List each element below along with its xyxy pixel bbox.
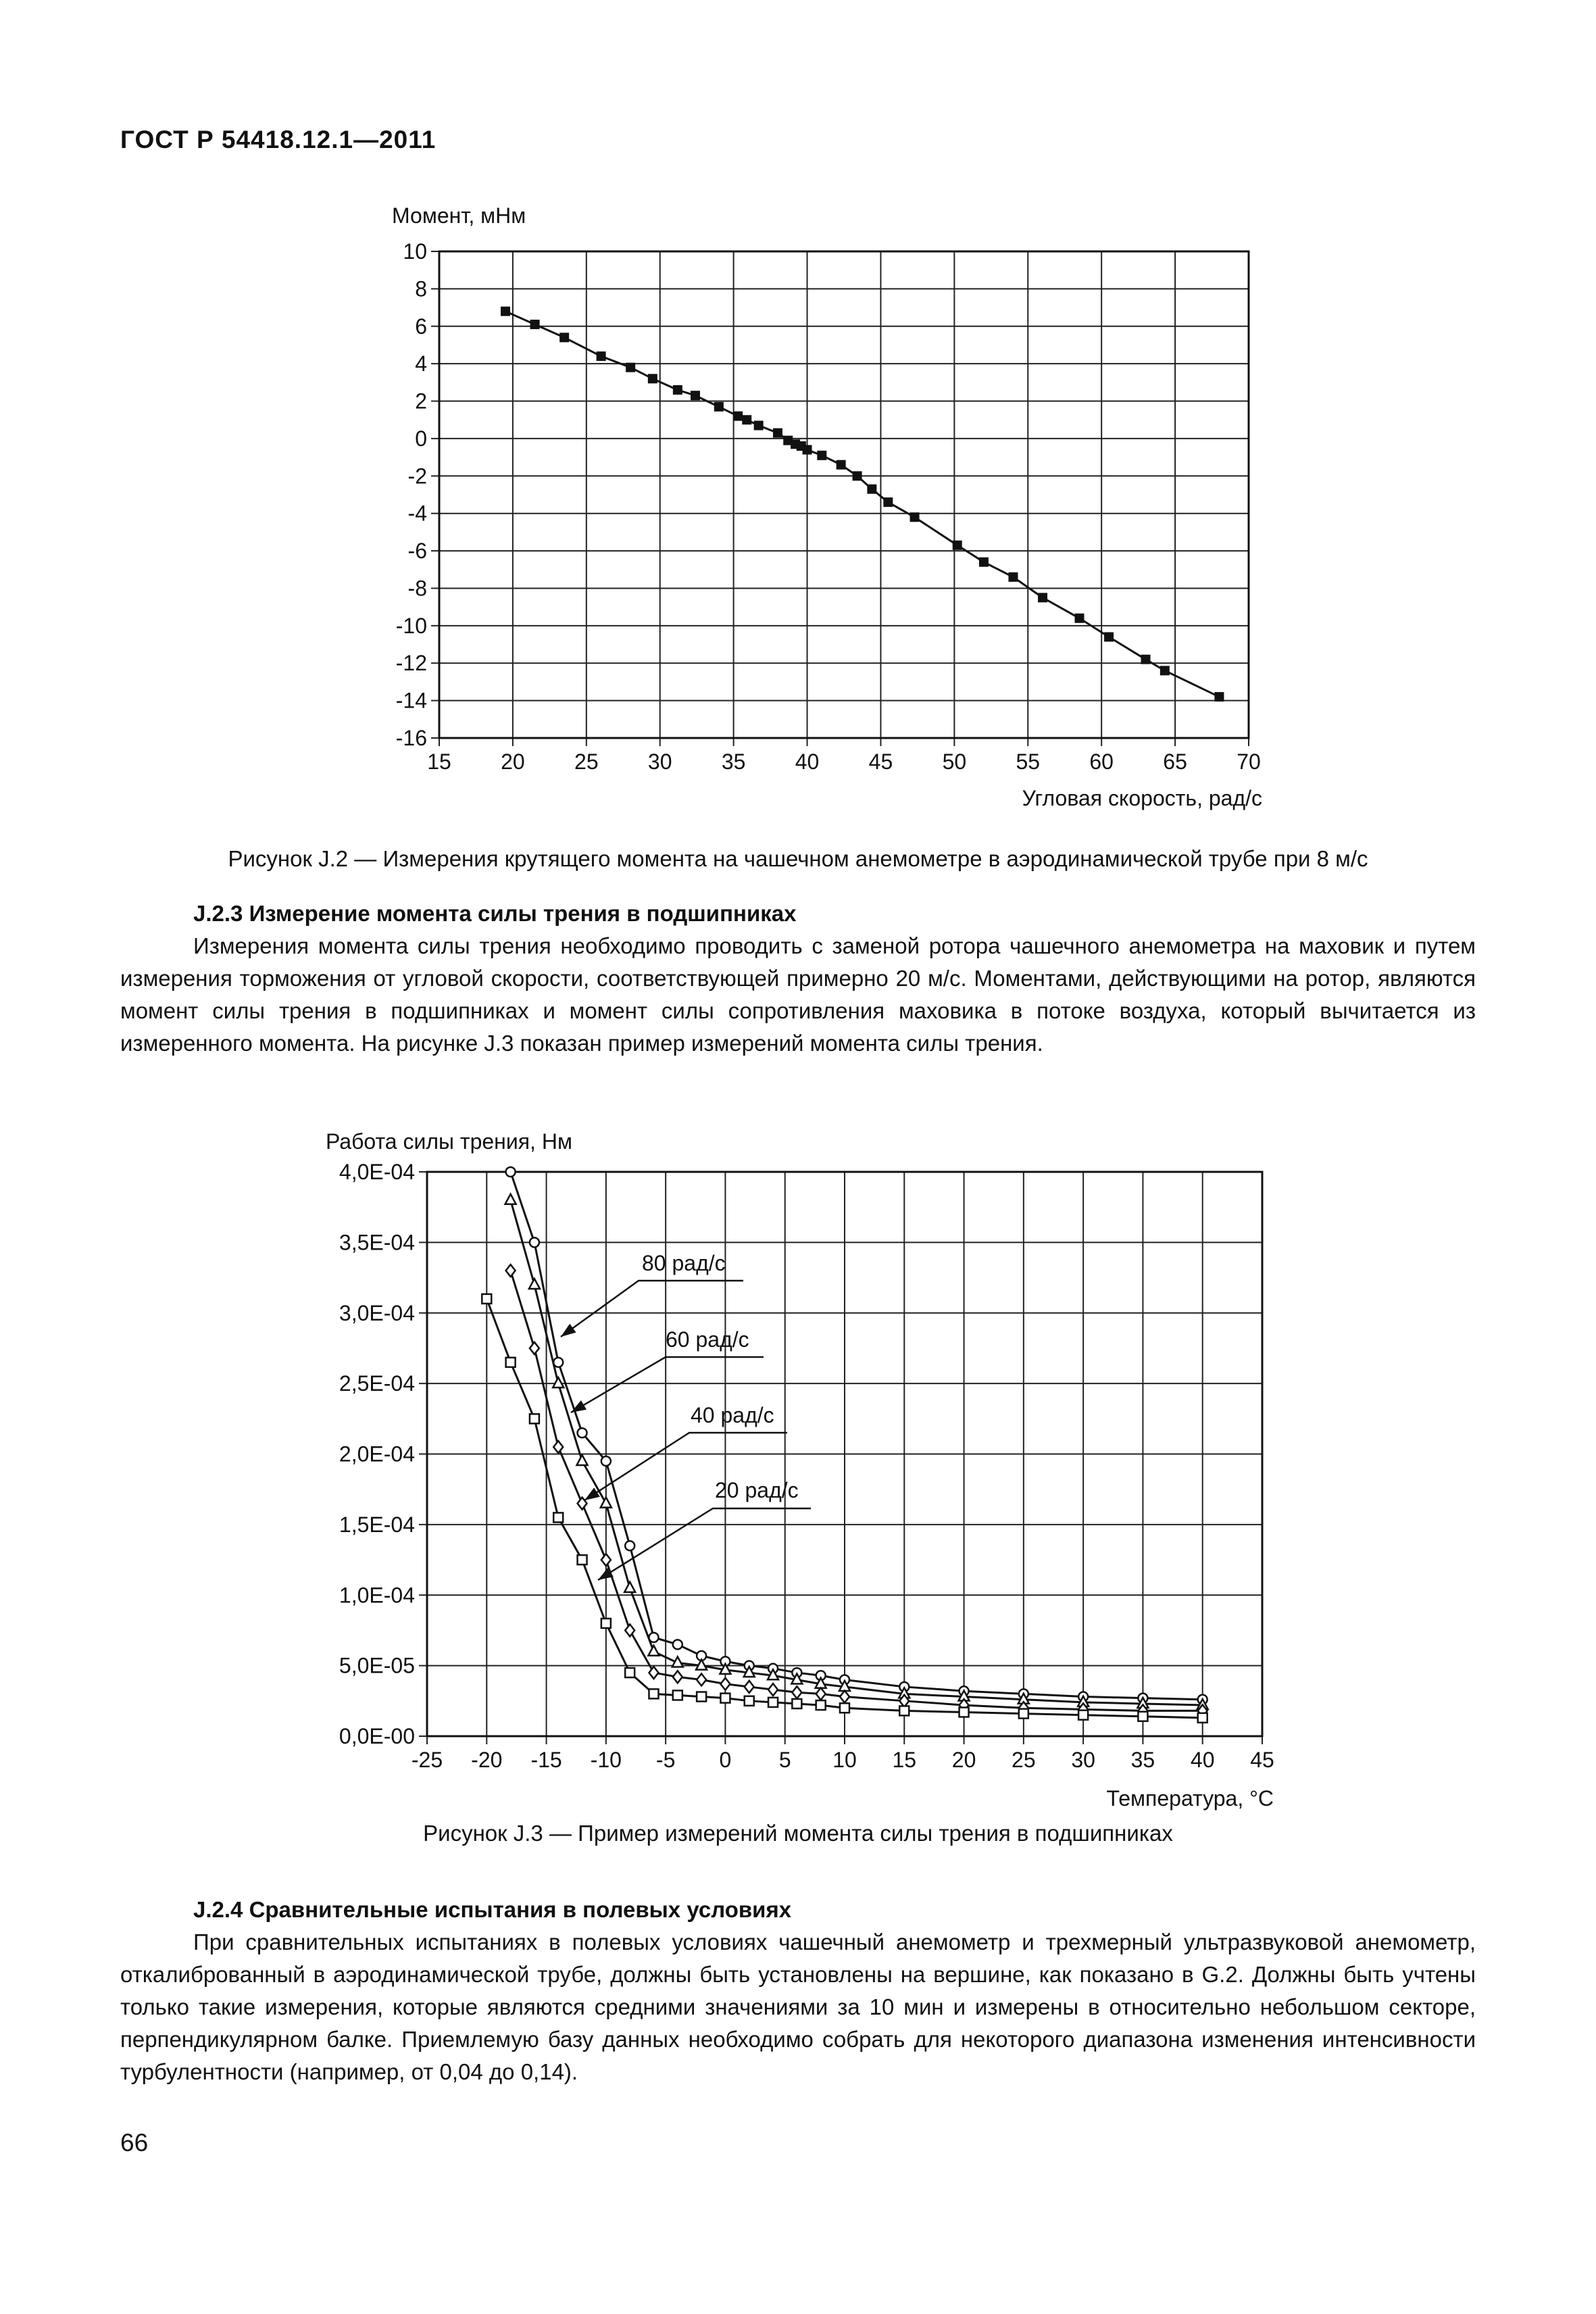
x-tick-label: 70 xyxy=(1237,749,1261,774)
x-tick-label: 15 xyxy=(892,1748,917,1772)
y-tick-label: 0 xyxy=(415,426,427,451)
data-point xyxy=(792,1699,801,1708)
series-line xyxy=(511,1172,1203,1700)
data-point xyxy=(601,1554,611,1566)
y-tick-label: 2 xyxy=(415,389,427,414)
section-j24 xyxy=(120,1894,1476,2088)
y-tick-label: 10 xyxy=(403,239,427,264)
y-tick-label: 0,0E-00 xyxy=(339,1724,415,1748)
series-line xyxy=(511,1200,1203,1705)
x-tick-label: 5 xyxy=(778,1748,791,1772)
data-point xyxy=(601,1456,611,1466)
x-tick-label: 35 xyxy=(1130,1748,1155,1772)
data-point xyxy=(505,1194,516,1204)
data-point xyxy=(959,1708,969,1717)
figure-caption-j3: Рисунок J.3 — Пример измерений момента силы трения в подшипниках xyxy=(423,1821,1173,1846)
chart2-xlabel: Температура, °С xyxy=(1106,1786,1274,1811)
arrowhead xyxy=(561,1324,576,1337)
y-tick-label: 2,0E-04 xyxy=(339,1442,415,1467)
series-label: 40 рад/с xyxy=(691,1403,774,1427)
x-tick-label: 65 xyxy=(1163,749,1187,774)
chart2-plot xyxy=(339,1160,1274,1772)
page-number: 66 xyxy=(120,2129,149,2157)
data-point xyxy=(745,1696,754,1706)
data-point xyxy=(745,1681,754,1693)
data-point xyxy=(816,1688,826,1700)
x-tick-label: 40 xyxy=(1190,1748,1215,1772)
chart1-xlabel: Угловая скорость, рад/с xyxy=(1022,786,1262,810)
x-tick-label: -10 xyxy=(590,1748,622,1772)
data-point xyxy=(768,1683,778,1696)
data-point xyxy=(1019,1709,1028,1719)
y-tick-label: 3,5E-04 xyxy=(339,1230,415,1255)
data-point xyxy=(1078,1710,1088,1720)
data-point xyxy=(625,1668,634,1677)
y-tick-label: 1,0E-04 xyxy=(339,1583,415,1608)
data-point xyxy=(648,1646,659,1656)
series-label: 60 рад/с xyxy=(666,1327,749,1352)
data-point xyxy=(1198,1713,1207,1723)
data-point xyxy=(673,1671,682,1683)
x-tick-label: 35 xyxy=(721,749,746,774)
section-j24-text: При сравнительных испытаниях в полевых условиях чашечный анемометр и трехмерный ультразвуковой анемометр, откалиброванный в аэродинамической трубе, должны быть установлены на вершине, как показано в G.2. Должны быть учтены только такие измерения, которые являются средними значениями за 10 мин и измерены в относительно небольшом секторе, перпендикулярном балке. Приемлемую базу данных необходимо собрать для некоторого диапазона изменения интенсивности турбулентности (например, от 0,04 до 0,14). xyxy=(120,1929,1476,2084)
data-point xyxy=(624,1582,635,1592)
y-tick-label: -16 xyxy=(395,726,427,750)
series-label: 20 рад/с xyxy=(715,1478,799,1502)
data-point xyxy=(553,1512,563,1522)
x-tick-label: 20 xyxy=(951,1748,976,1772)
section-j24-title: J.2.4 Сравнительные испытания в полевых условиях xyxy=(193,1897,792,1922)
y-tick-label: -4 xyxy=(407,501,427,526)
y-tick-label: 8 xyxy=(415,276,427,301)
data-point xyxy=(720,1678,730,1690)
y-tick-label: -14 xyxy=(395,688,427,713)
x-tick-label: 25 xyxy=(1012,1748,1036,1772)
data-point xyxy=(697,1692,706,1702)
data-point xyxy=(673,1640,682,1649)
x-tick-label: 40 xyxy=(795,749,820,774)
figure-caption-j2: Рисунок J.2 — Измерения крутящего момента на чашечном анемометре в аэродинамической трубе при 8 м/с xyxy=(228,846,1368,871)
data-point xyxy=(506,1264,516,1277)
y-tick-label: -6 xyxy=(407,539,427,564)
data-point xyxy=(816,1700,826,1710)
y-tick-label: -2 xyxy=(407,464,427,489)
data-point xyxy=(1138,1712,1147,1721)
y-tick-label: -10 xyxy=(395,613,427,638)
y-tick-label: 1,5E-04 xyxy=(339,1512,415,1537)
x-tick-label: 30 xyxy=(1071,1748,1095,1772)
document-header: ГОСТ Р 54418.12.1—2011 xyxy=(120,126,437,153)
x-tick-label: 10 xyxy=(832,1748,857,1772)
data-point xyxy=(553,1377,564,1387)
x-tick-label: -5 xyxy=(655,1748,676,1772)
y-tick-label: -8 xyxy=(407,576,427,601)
data-point xyxy=(792,1686,801,1698)
x-tick-label: 20 xyxy=(501,749,525,774)
data-point xyxy=(578,1428,587,1437)
x-tick-label: 25 xyxy=(574,749,599,774)
data-point xyxy=(697,1674,706,1686)
section-j23-title: J.2.3 Измерение момента силы трения в подшипниках xyxy=(193,901,797,926)
data-point xyxy=(506,1358,516,1367)
x-tick-label: -20 xyxy=(471,1748,503,1772)
x-tick-label: 15 xyxy=(427,749,451,774)
section-j23-text: Измерения момента силы трения необходимо проводить с заменой ротора чашечного анемометра на маховик и путем измерения торможения от угловой скорости, соответствующей примерно 20 м/с. Моментами, действующими на ротор, являются момент силы трения в подшипниках и момент силы сопротивления маховика в потоке воздуха, который вычитается из измеренного момента. На рисунке J.3 показан пример измерений момента силы трения. xyxy=(120,933,1476,1056)
x-tick-label: -15 xyxy=(530,1748,562,1772)
data-point xyxy=(530,1237,539,1247)
data-point xyxy=(899,1706,909,1715)
data-point xyxy=(530,1342,539,1354)
data-point xyxy=(529,1279,540,1289)
x-tick-label: 30 xyxy=(647,749,672,774)
x-tick-label: 50 xyxy=(942,749,967,774)
data-point xyxy=(625,1541,634,1550)
data-point xyxy=(482,1294,491,1304)
data-point xyxy=(506,1167,516,1177)
y-tick-label: 6 xyxy=(415,314,427,339)
data-point xyxy=(840,1703,849,1713)
data-point xyxy=(577,1455,588,1465)
y-tick-label: 5,0E-05 xyxy=(339,1653,415,1678)
x-tick-label: 45 xyxy=(868,749,893,774)
y-tick-label: 4,0E-04 xyxy=(339,1160,415,1184)
data-point xyxy=(601,1619,611,1628)
x-tick-label: 45 xyxy=(1250,1748,1274,1772)
data-point xyxy=(720,1694,730,1703)
data-point xyxy=(840,1691,849,1703)
x-tick-label: 0 xyxy=(719,1748,732,1772)
data-point xyxy=(649,1689,658,1698)
data-point xyxy=(673,1690,682,1700)
y-tick-label: 4 xyxy=(415,351,427,376)
chart1-ylabel: Момент, мНм xyxy=(392,203,526,228)
y-tick-label: 3,0E-04 xyxy=(339,1300,415,1325)
x-tick-label: 60 xyxy=(1089,749,1114,774)
data-point xyxy=(601,1498,612,1508)
x-tick-label: -25 xyxy=(411,1748,443,1772)
data-point xyxy=(768,1698,778,1707)
x-tick-label: 55 xyxy=(1016,749,1041,774)
y-tick-label: -12 xyxy=(395,651,427,676)
data-point xyxy=(530,1414,539,1423)
chart2-ylabel: Работа силы трения, Нм xyxy=(326,1129,572,1154)
y-tick-label: 2,5E-04 xyxy=(339,1371,415,1396)
series-label: 80 рад/с xyxy=(642,1251,726,1275)
data-point xyxy=(553,1441,563,1453)
data-point xyxy=(578,1555,587,1565)
